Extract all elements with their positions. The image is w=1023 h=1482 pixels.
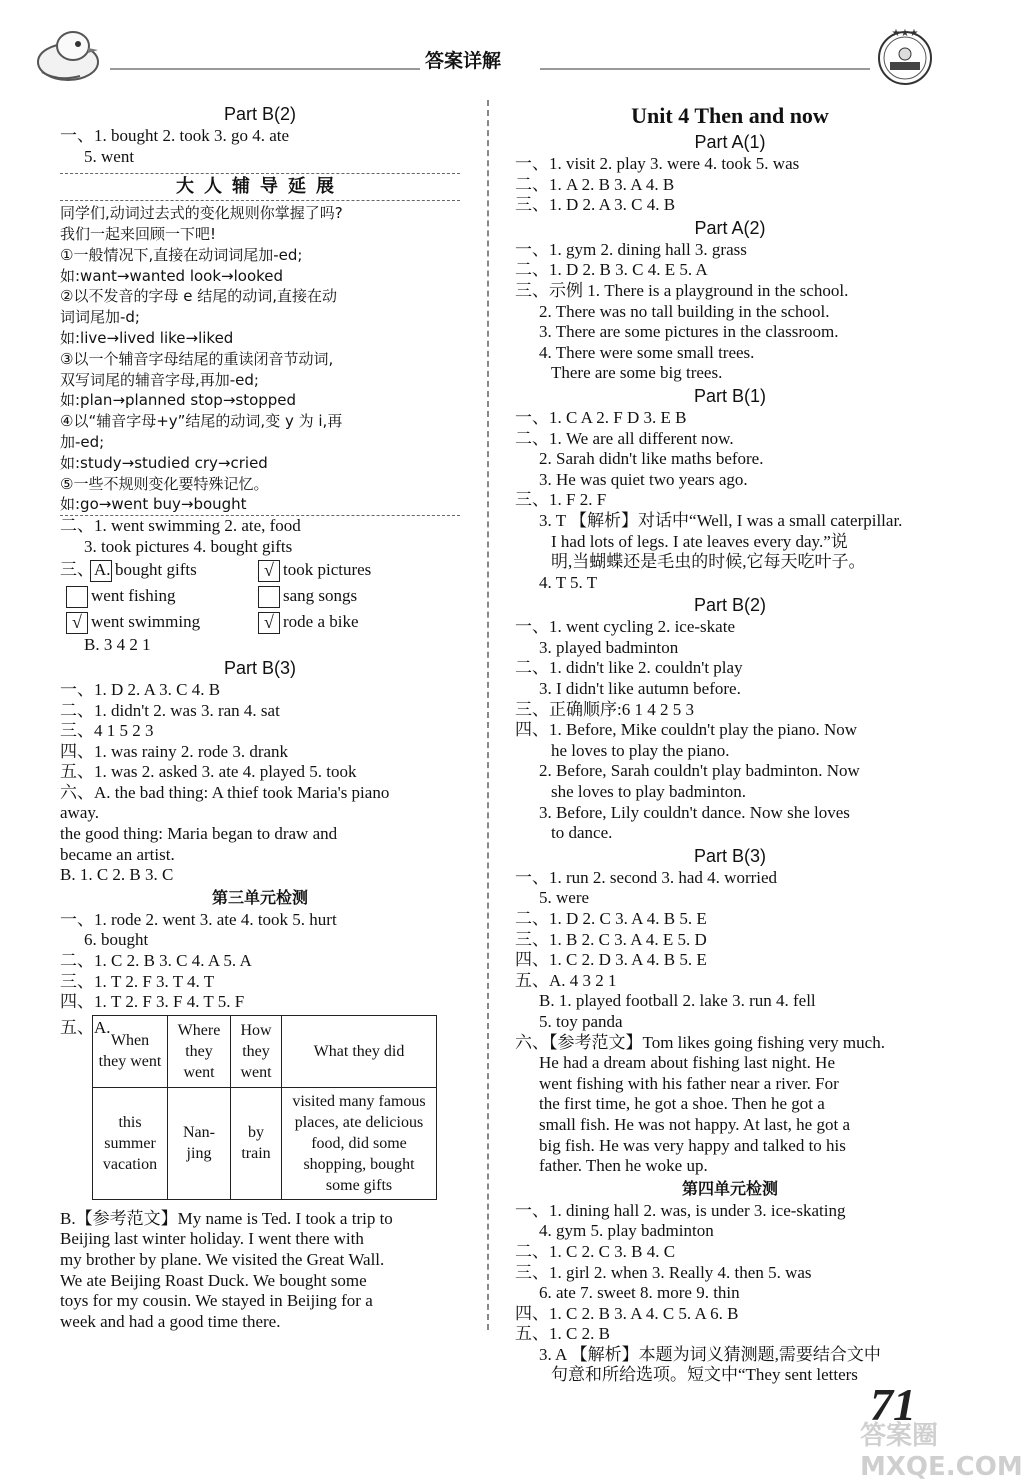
answer-line: 五、1. C 2. B: [515, 1324, 610, 1344]
answer-line: B. 1. played football 2. lake 3. run 4. fell: [539, 991, 816, 1011]
tip-line: 如:study→studied cry→cried: [60, 453, 268, 472]
checkbox-grid: [60, 557, 460, 635]
answer-line: 六、【参考范文】Tom likes going fishing very much.: [515, 1032, 885, 1052]
header-rule-right: [540, 68, 870, 70]
header-rule-left: [110, 68, 420, 70]
answer-line: 二、1. C 2. C 3. B 4. C: [515, 1241, 676, 1261]
answer-line: 一、1. went cycling 2. ice-skate: [515, 617, 735, 637]
answer-line: 三、1. B 2. C 3. A 4. E 5. D: [515, 929, 707, 949]
checkbox: [66, 586, 88, 608]
checkbox-label: sang songs: [283, 586, 358, 606]
column-divider: [487, 100, 489, 1330]
answer-line: the good thing: Maria began to draw and: [60, 824, 338, 844]
brand-logo-icon: [872, 22, 938, 88]
checkbox-item: [66, 609, 200, 635]
answer-line: 一、1. C A 2. F D 3. E B: [515, 407, 687, 427]
answer-line: small fish. He was not happy. At last, he got a: [539, 1114, 850, 1134]
answer-line: 二、1. didn't like 2. couldn't play: [515, 658, 743, 678]
checkbox: [90, 560, 112, 582]
tip-line: 词词尾加-d;: [60, 308, 140, 327]
tip-line: 如:live→lived like→liked: [60, 328, 234, 347]
checkbox-item: [66, 583, 176, 609]
tip-line: 同学们,动词过去式的变化规则你掌握了吗?: [60, 204, 343, 223]
answer-line: 一、1. D 2. A 3. C 4. B: [60, 679, 221, 699]
checkbox-item: [258, 583, 357, 609]
answer-line: big fish. He was very happy and talked to his: [539, 1135, 846, 1155]
answer-line: he loves to play the piano.: [551, 740, 730, 760]
answer-line: 3. played badminton: [539, 637, 679, 657]
answer-line: 四、1. C 2. D 3. A 4. B 5. E: [515, 950, 707, 970]
answer-line: 3. Before, Lily couldn't dance. Now she loves: [539, 802, 850, 822]
answer-line: 二、1. D 2. B 3. C 4. E 5. A: [515, 260, 708, 280]
answer-line: 一、1. run 2. second 3. had 4. worried: [515, 867, 778, 887]
answer-line: 一、1. rode 2. went 3. ate 4. took 5. hurt: [60, 909, 337, 929]
tip-line: ③以一个辅音字母结尾的重读闭音节动词,: [60, 349, 334, 368]
cartoon-bird-icon: [28, 22, 108, 86]
answer-line: There are some big trees.: [551, 363, 723, 383]
tips-box-title: 大人辅导延展: [60, 173, 460, 201]
checkbox-item: [258, 557, 371, 583]
answer-line: 5. were: [539, 888, 590, 908]
answer-line: 一、1. gym 2. dining hall 3. grass: [515, 239, 747, 259]
answer-line: 三、1. D 2. A 3. C 4. B: [515, 195, 676, 215]
answer-line: away.: [60, 803, 100, 823]
checkbox-item: [90, 557, 197, 583]
tip-line: ⑤一些不规则变化要特殊记忆。: [60, 474, 269, 493]
checkbox-label: went fishing: [91, 586, 176, 606]
answer-line: 3. There are some pictures in the classroom.: [539, 322, 839, 342]
answer-line: 2. There was no tall building in the school.: [539, 301, 830, 321]
section-title: Part B(3): [693, 845, 767, 866]
answer-line: 6. ate 7. sweet 8. more 9. thin: [539, 1283, 740, 1303]
svg-text:★★★: ★★★: [891, 28, 919, 39]
checkbox-label: took pictures: [283, 560, 372, 580]
answer-line: she loves to play badminton.: [551, 782, 747, 802]
question-prefix: 五、A.: [60, 1017, 111, 1037]
answer-line: 二、1. A 2. B 3. A 4. B: [515, 174, 675, 194]
section-title: Part B(2): [223, 104, 297, 124]
checkbox: √: [258, 560, 280, 582]
answer-table: [92, 1015, 437, 1200]
checkbox: [258, 586, 280, 608]
answer-line: 明,当蝴蝶还是毛虫的时候,它每天吃叶子。: [551, 552, 866, 572]
table-header-cell: Where they went: [168, 1015, 231, 1087]
checkbox-item: [258, 609, 359, 635]
answer-line: 5. toy panda: [539, 1011, 623, 1031]
table-cell: visited many famous places, ate delicious food, did some shopping, bought some gifts: [282, 1087, 437, 1199]
answer-line: 4. T 5. T: [539, 572, 598, 592]
answer-line: 二、1. D 2. C 3. A 4. B 5. E: [515, 909, 707, 928]
tip-line: ②以不发音的字母 e 结尾的动词,直接在动: [60, 287, 337, 306]
answer-line: 四、1. Before, Mike couldn't play the piano. Now: [515, 720, 858, 740]
answer-line: 3. A 【解析】本题为词义猜测题,需要结合文中: [539, 1344, 881, 1364]
answer-line: 二、1. didn't 2. was 3. ran 4. sat: [60, 700, 280, 720]
section-title: Part A(2): [694, 217, 766, 238]
answer-line: 一、1. visit 2. play 3. were 4. took 5. was: [515, 154, 800, 173]
checkbox: √: [258, 612, 280, 634]
answer-line: 三、正确顺序:6 1 4 2 5 3: [515, 699, 694, 719]
answer-line: He had a dream about fishing last night. He: [539, 1053, 836, 1073]
answer-line: week and had a good time there.: [60, 1311, 281, 1331]
answer-line: 3. I didn't like autumn before.: [539, 679, 741, 699]
answer-line: 4. There were some small trees.: [539, 342, 755, 362]
page-number: 71: [870, 1379, 916, 1430]
answer-line: 一、1. bought 2. took 3. go 4. ate: [60, 126, 290, 145]
answer-line: 二、1. C 2. B 3. C 4. A 5. A: [60, 951, 252, 971]
answer-line: my brother by plane. We visited the Great Wall.: [60, 1250, 385, 1270]
answer-line: 三、1. T 2. F 3. T 4. T: [60, 971, 215, 991]
tip-line: 我们一起来回顾一下吧!: [60, 224, 217, 243]
question-prefix: 三、A.: [60, 560, 111, 580]
answer-line: I had lots of legs. I ate leaves every day.”说: [551, 531, 848, 551]
right-column: [515, 102, 945, 1386]
answer-line: 四、1. was rainy 2. rode 3. drank: [60, 741, 289, 761]
answer-line: 三、4 1 5 2 3: [60, 721, 154, 741]
answer-line: the first time, he got a shoe. Then he got a: [539, 1094, 825, 1114]
checkbox: √: [66, 612, 88, 634]
table-cell: Nan-jing: [168, 1087, 231, 1199]
table-header-cell: When they went: [93, 1015, 168, 1087]
answer-line: 3. He was quiet two years ago.: [539, 469, 748, 489]
answer-line: 句意和所给选项。短文中“They sent letters: [551, 1365, 858, 1385]
section-title: 第三单元检测: [211, 887, 308, 907]
tips-box: [60, 203, 460, 516]
answer-line: 一、1. dining hall 2. was, is under 3. ice-skating: [515, 1200, 846, 1220]
answer-line: 三、1. F 2. F: [515, 490, 607, 510]
tip-line: 双写词尾的辅音字母,再加-ed;: [60, 370, 259, 389]
checkbox-label: bought gifts: [115, 560, 197, 580]
tip-line: 如:plan→planned stop→stopped: [60, 391, 297, 410]
answer-line: became an artist.: [60, 844, 175, 864]
tip-line: 加-ed;: [60, 432, 105, 451]
answer-line: toys for my cousin. We stayed in Beijing for a: [60, 1291, 373, 1311]
table-header-cell: How they went: [231, 1015, 282, 1087]
tip-line: 如:go→went buy→bought: [60, 494, 460, 516]
answer-line: 五、1. was 2. asked 3. ate 4. played 5. took: [60, 762, 357, 782]
answer-line: 六、A. the bad thing: A thief took Maria's piano: [60, 782, 390, 802]
unit-title: Unit 4 Then and now: [631, 103, 829, 128]
answer-line: Beijing last winter holiday. I went there with: [60, 1229, 364, 1249]
answer-line: 三、示例 1. There is a playground in the school.: [515, 280, 849, 300]
answer-line: 6. bought: [84, 930, 149, 950]
tip-line: ④以“辅音字母+y”结尾的动词,变 y 为 i,再: [60, 412, 343, 431]
answer-line: father. Then he woke up.: [539, 1156, 708, 1176]
answer-line: 4. gym 5. play badminton: [539, 1221, 714, 1241]
answer-line: 3. took pictures 4. bought gifts: [84, 536, 293, 556]
table-cell: by train: [231, 1087, 282, 1199]
answer-line: 五、A. 4 3 2 1: [515, 970, 617, 990]
table-header-row: [93, 1015, 437, 1087]
answer-line: B. 3 4 2 1: [84, 635, 151, 655]
answer-line: 二、1. We are all different now.: [515, 428, 734, 448]
watermark: 答案圈 MXQE.COM: [860, 1421, 1023, 1482]
checkbox-label: rode a bike: [283, 612, 359, 632]
answer-line: 二、1. went swimming 2. ate, food: [60, 516, 301, 536]
left-column: [60, 102, 460, 1332]
answer-line: 四、1. T 2. F 3. F 4. T 5. F: [60, 992, 245, 1012]
page-header: [0, 0, 1000, 95]
answer-line: 5. went: [84, 146, 135, 166]
table-header-cell: What they did: [282, 1015, 437, 1087]
answer-line: 四、1. C 2. B 3. A 4. C 5. A 6. B: [515, 1303, 739, 1323]
table-row: [93, 1087, 437, 1199]
answer-line: to dance.: [551, 823, 613, 843]
section-title: Part B(3): [223, 657, 297, 678]
tip-line: ①一般情况下,直接在动词词尾加-ed;: [60, 245, 303, 264]
checkbox-label: went swimming: [91, 612, 201, 632]
answer-line: B. 1. C 2. B 3. C: [60, 865, 174, 885]
section-title: Part B(2): [693, 595, 767, 616]
answer-line: We ate Beijing Roast Duck. We bought some: [60, 1270, 367, 1290]
answer-line: 3. T 【解析】对话中“Well, I was a small caterpillar.: [539, 510, 903, 530]
answer-line: 2. Sarah didn't like maths before.: [539, 449, 764, 469]
section-title: Part A(1): [694, 132, 766, 152]
answer-line: 2. Before, Sarah couldn't play badminton. Now: [539, 761, 860, 781]
header-title: 答案详解: [425, 50, 502, 72]
tip-line: 如:want→wanted look→looked: [60, 266, 284, 285]
section-title: Part B(1): [693, 385, 767, 406]
answer-line: went fishing with his father near a river. For: [539, 1073, 839, 1093]
answer-line: 三、1. girl 2. when 3. Really 4. then 5. was: [515, 1262, 812, 1282]
table-block: [60, 1013, 460, 1209]
section-title: 第四单元检测: [681, 1178, 778, 1198]
table-cell: this summer vacation: [93, 1087, 168, 1199]
answer-line: B.【参考范文】My name is Ted. I took a trip to: [60, 1208, 393, 1228]
